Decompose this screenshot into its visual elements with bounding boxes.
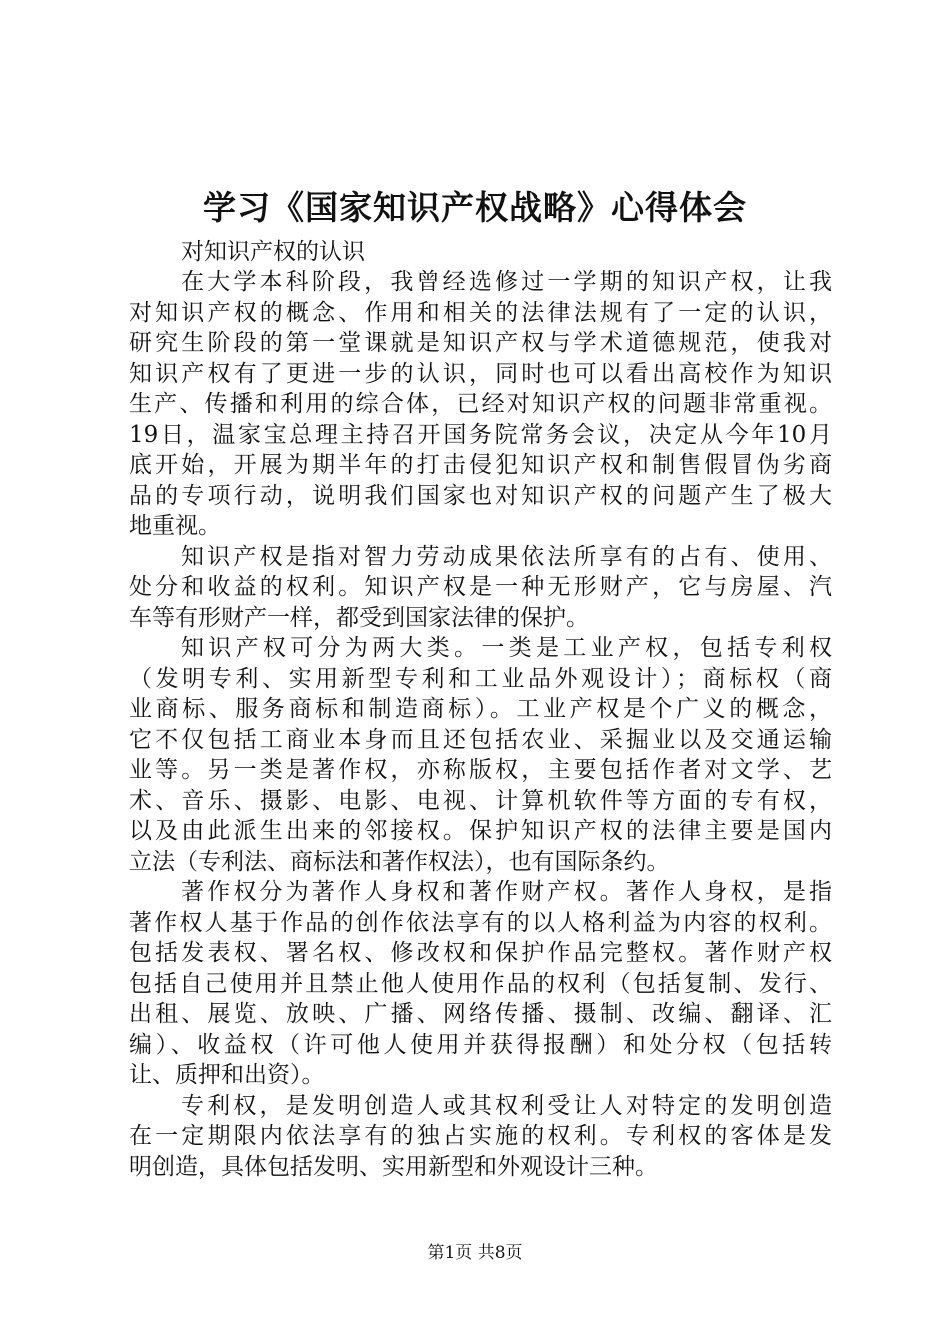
paragraph-line: 底开始，开展为期半年的打击侵犯知识产权和制售假冒伪劣商: [129, 452, 832, 478]
paragraph-line: 专利权，是发明创造人或其权利受让人对特定的发明创造: [181, 1092, 832, 1119]
paragraph-line: 明创造，具体包括发明、实用新型和外观设计三种。: [129, 1153, 658, 1180]
paragraph-line: 著作权人基于作品的创作依法享有的以人格利益为内容的权利。: [129, 909, 832, 936]
paragraph-line: 出租、展览、放映、广播、网络传播、摄制、改编、翻译、汇: [129, 1001, 832, 1027]
paragraph-line: 对知识产权的概念、作用和相关的法律法规有了一定的认识，: [129, 299, 832, 326]
paragraph-line: 以及由此派生出来的邻接权。保护知识产权的法律主要是国内: [129, 818, 832, 844]
document-body: [129, 238, 832, 1182]
paragraph-line: 它不仅包括工商业本身而且还包括农业、采掘业以及交通运输: [129, 726, 832, 753]
paragraph-line: （发明专利、实用新型专利和工业品外观设计）；商标权（商: [129, 665, 832, 692]
paragraph-list: [129, 267, 832, 1182]
paragraph-line: 业等。另一类是著作权，亦称版权，主要包括作者对文学、艺: [129, 757, 832, 783]
paragraph-line: 术、音乐、摄影、电影、电视、计算机软件等方面的专有权，: [129, 787, 832, 814]
body-paragraph: [129, 542, 832, 634]
paragraph-line: 立法（专利法、商标法和著作权法），也有国际条约。: [129, 848, 670, 875]
paragraph-line: 让、质押和出资）。: [129, 1062, 325, 1088]
paragraph-line: 知识产权有了更进一步的认识，同时也可以看出高校作为知识: [129, 360, 832, 387]
paragraph-line: 地重视。: [129, 513, 221, 539]
paragraph-line: 19日，温家宝总理主持召开国务院常务会议，决定从今年10月: [129, 421, 832, 448]
paragraph-line: 处分和收益的权利。知识产权是一种无形财产，它与房屋、汽: [129, 574, 832, 600]
paragraph-line: 编）、收益权（许可他人使用并获得报酬）和处分权（包括转: [129, 1031, 832, 1058]
paragraph-line: 知识产权是指对智力劳动成果依法所享有的占有、使用、: [181, 543, 832, 570]
section-subheading: 对知识产权的认识: [181, 239, 365, 265]
paragraph-line: 品的专项行动，说明我们国家也对知识产权的问题产生了极大: [129, 482, 832, 509]
body-paragraph: [129, 633, 832, 877]
paragraph-line: 业商标、服务商标和制造商标）。工业产权是个广义的概念，: [129, 696, 832, 722]
paragraph-line: 包括自己使用并且禁止他人使用作品的权利（包括复制、发行、: [129, 970, 832, 997]
paragraph-line: 包括发表权、署名权、修改权和保护作品完整权。著作财产权: [129, 940, 832, 966]
document-title: 学习《国家知识产权战略》心得体会: [203, 188, 747, 227]
page-footer: 第1页 共8页: [427, 1243, 523, 1263]
body-paragraph: [129, 1091, 832, 1183]
paragraph-line: 车等有形财产一样，都受到国家法律的保护。: [129, 604, 589, 631]
paragraph-line: 生产、传播和利用的综合体，已经对知识产权的问题非常重视。: [129, 391, 832, 417]
body-paragraph: [129, 267, 832, 542]
paragraph-line: 研究生阶段的第一堂课就是知识产权与学术道德规范，使我对: [129, 330, 832, 356]
paragraph-line: 著作权分为著作人身权和著作财产权。著作人身权，是指: [181, 879, 832, 905]
body-paragraph: [129, 877, 832, 1091]
paragraph-line: 在一定期限内依法享有的独占实施的权利。专利权的客体是发: [129, 1123, 832, 1149]
paragraph-line: 在大学本科阶段，我曾经选修过一学期的知识产权，让我: [181, 269, 832, 295]
paragraph-line: 知识产权可分为两大类。一类是工业产权，包括专利权: [181, 635, 832, 661]
